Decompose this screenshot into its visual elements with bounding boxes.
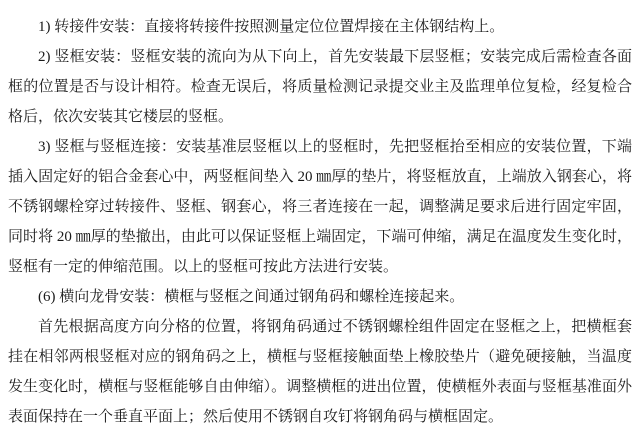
paragraph-transverse-keel-installation: (6) 横向龙骨安装：横框与竖框之间通过钢角码和螺栓连接起来。 bbox=[38, 289, 465, 305]
paragraph-mullion-connection: 3) 竖框与竖框连接：安装基准层竖框以上的竖框时，先把竖框抬至相应的安装位置，下端插入固定好的铝合金套心中，两竖框间垫入 20 ㎜厚的垫片，将竖框放直，上端放入钢套心，将不锈钢螺栓穿过转接件、竖框、钢套心，将三者连接在一起，调整满足要求后进行固定牢固，同时将 20 ㎜厚的垫撤出，由此可以保证竖框上端固定，下端可伸缩，满足在温度发生变化时，竖框有一定的伸缩范围。以上的竖框可按此方法进行安装。 bbox=[8, 139, 632, 275]
paragraph-adapter-installation: 1) 转接件安装：直接将转接件按照测量定位位置焊接在主体钢结构上。 bbox=[38, 19, 505, 35]
paragraph-mullion-installation: 2) 竖框安装：竖框安装的流向为从下向上，首先安装最下层竖框；安装完成后需检查各面框的位置是否与设计相符。检查无误后，将质量检测记录提交业主及监理单位复检，经复检合格后，依次安装其它楼层的竖框。 bbox=[8, 49, 632, 125]
paragraph-transverse-keel-procedure: 首先根据高度方向分格的位置，将钢角码通过不锈钢螺栓组件固定在竖框之上，把横框套挂在相邻两根竖框对应的钢角码之上，横框与竖框接触面垫上橡胶垫片（避免硬接触，当温度发生变化时，横框与竖框能够自由伸缩）。调整横框的进出位置，使横框外表面与竖框基准面外表面保持在一个垂直平面上；然后使用不锈钢自攻钉将钢角码与横框固定。 bbox=[8, 319, 632, 425]
